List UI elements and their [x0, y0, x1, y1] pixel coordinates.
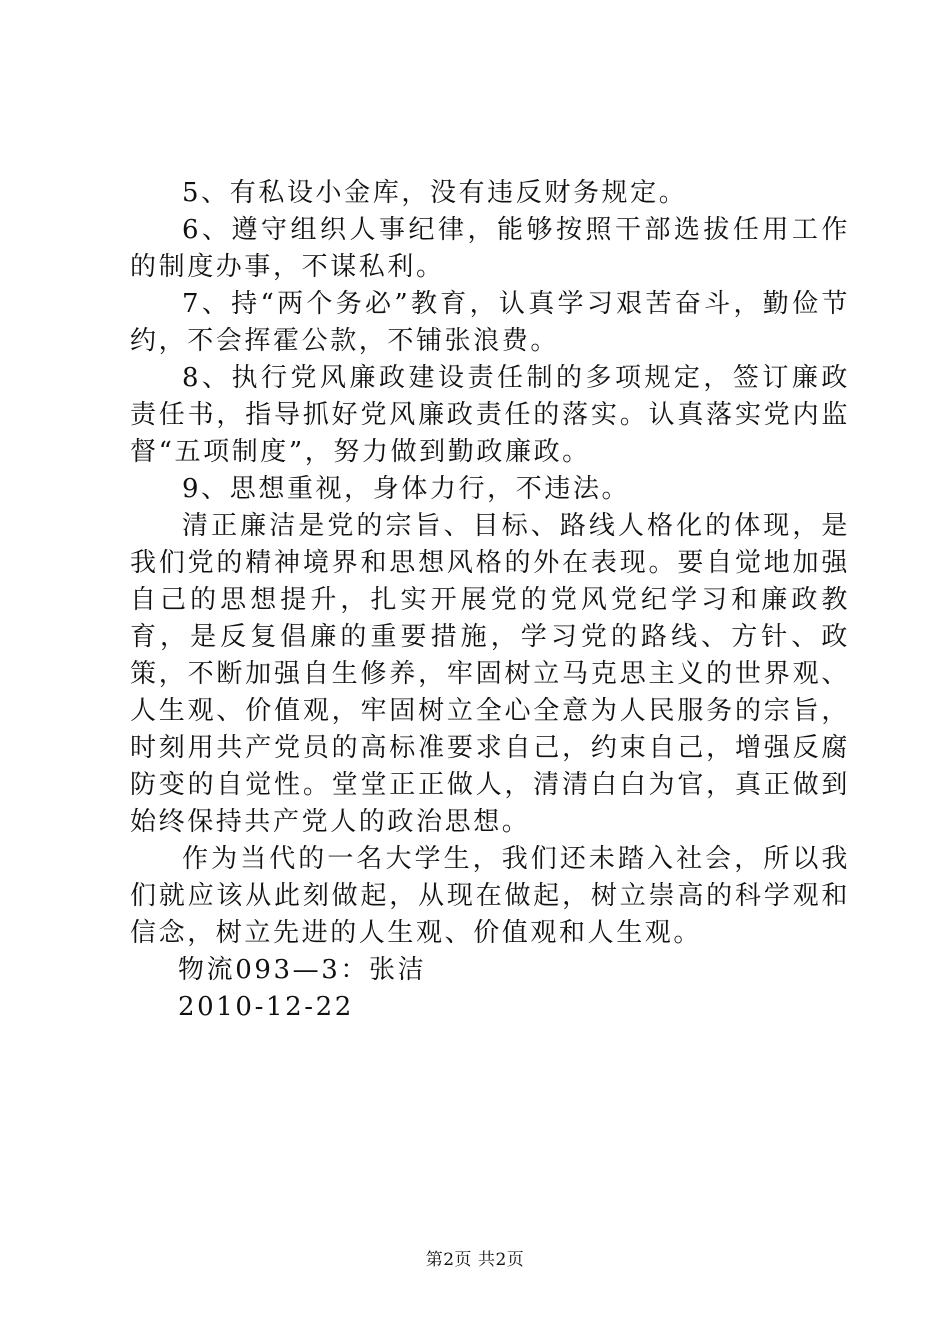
paragraph-item-7: 7、持“两个务必”教育，认真学习艰苦奋斗，勤俭节约，不会挥霍公款，不铺张浪费。: [130, 289, 850, 356]
document-body: [130, 175, 850, 1026]
signature-date: 2010-12-22: [178, 992, 354, 1022]
page-footer: 第2页 共2页: [425, 1250, 525, 1270]
paragraph-item-6: 6、遵守组织人事纪律，能够按照干部选拔任用工作的制度办事，不谋私利。: [130, 215, 850, 282]
paragraph-integrity: 清正廉洁是党的宗旨、目标、路线人格化的体现，是我们党的精神境界和思想风格的外在表现。要自觉地加强自己的思想提升，扎实开展党的党风党纪学习和廉政教育，是反复倡廉的重要措施，学习党的路线、方针、政策，不断加强自生修养，牢固树立马克思主义的世界观、人生观、价值观，牢固树立全心全意为人民服务的宗旨，时刻用共产党员的高标准要求自己，约束自己，增强反腐防变的自觉性。堂堂正正做人，清清白白为官，真正做到始终保持共产党人的政治思想。: [130, 511, 850, 837]
paragraph-item-5: 5、有私设小金库，没有违反财务规定。: [182, 178, 688, 208]
paragraph-student: 作为当代的一名大学生，我们还未踏入社会，所以我们就应该从此刻做起，从现在做起，树立崇高的科学观和信念，树立先进的人生观、价值观和人生观。: [130, 844, 850, 948]
signature: 物流093—3：张洁: [178, 955, 427, 985]
paragraph-item-8: 8、执行党风廉政建设责任制的多项规定，签订廉政责任书，指导抓好党风廉政责任的落实。认真落实党内监督“五项制度”，努力做到勤政廉政。: [130, 363, 850, 467]
paragraph-item-9: 9、思想重视，身体力行，不违法。: [182, 474, 631, 504]
